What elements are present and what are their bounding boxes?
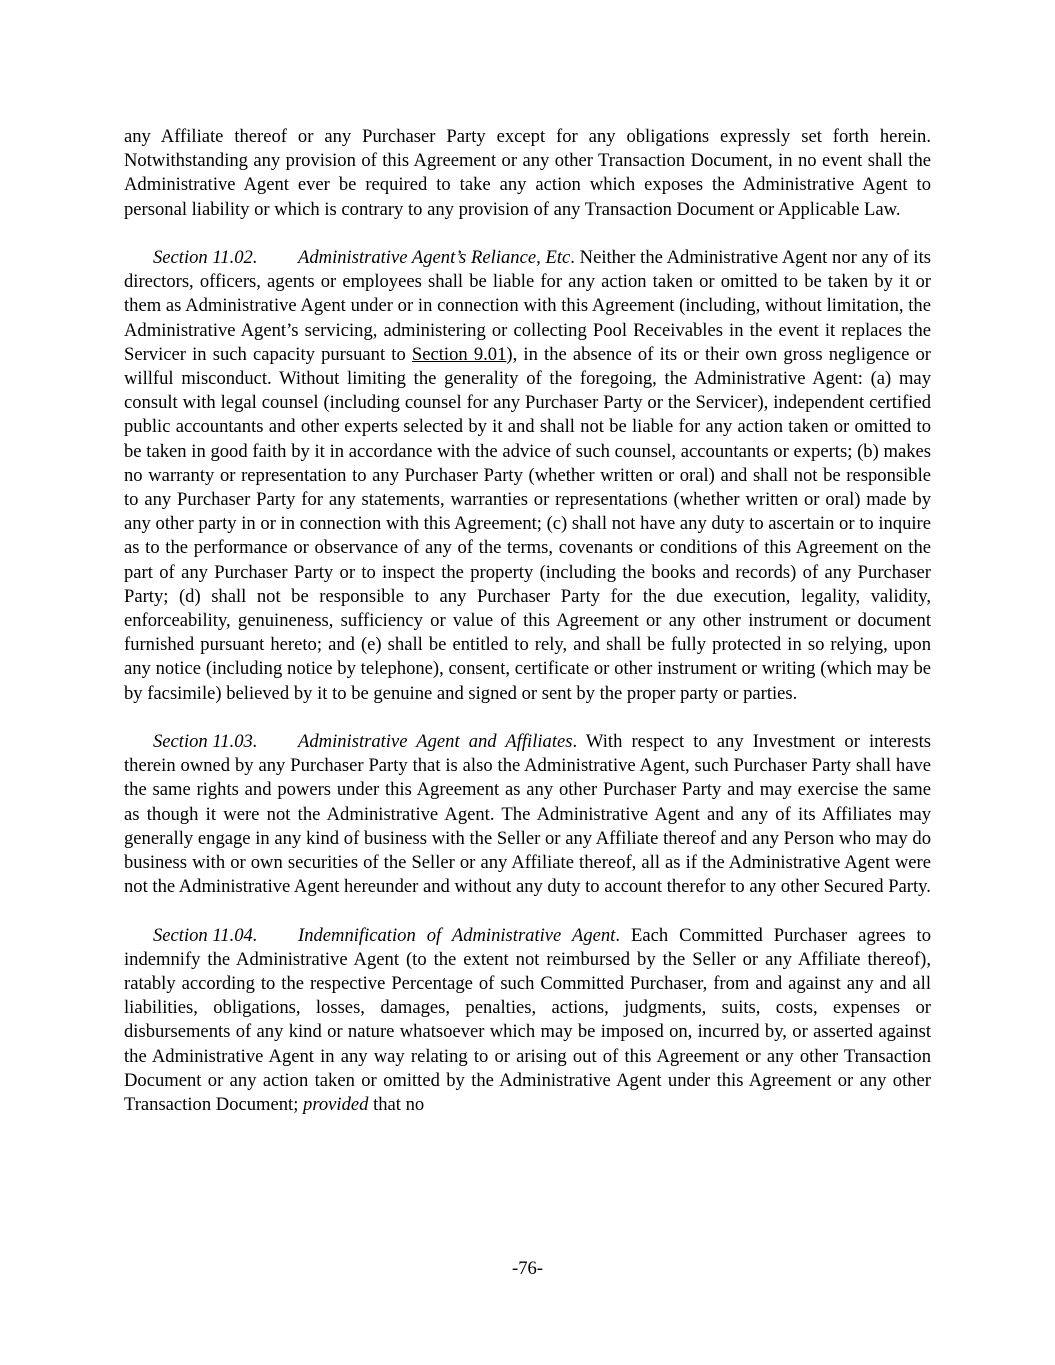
section-title: Indemnification of Administrative Agent [298, 924, 616, 946]
section-11-04 [124, 924, 931, 1118]
continuation-paragraph: any Affiliate thereof or any Purchaser Party except for any obligations expressly set forth herein. Notwithstanding any provision of this Agreement or any other Transaction Document, in no event shall the Administrative Agent ever be required to take any action which exposes the Administrative Agent to personal liability or which is contrary to any provision of any Transaction Document or Applicable Law. [124, 126, 931, 220]
section-body-tail: that no [368, 1094, 425, 1116]
section-number: Section 11.04. [153, 924, 258, 946]
section-title: Administrative Agent’s Reliance, Etc [298, 247, 571, 268]
section-title: Administrative Agent and Affiliates [298, 731, 573, 753]
section-number: Section 11.02. [153, 247, 258, 268]
section-body: . Neither the Administrative Agent nor any of its directors, officers, agents or employees shall be liable for any action taken or omitted to be taken by it or them as Administrative Agent under or in connection with this Agreement (including, without limitation, the Administrative Agent’s servicing, administering or collecting Pool Receivables in the event it replaces the Servicer in such capacity pursuant to [124, 247, 931, 365]
section-body: . With respect to any Investment or interests therein owned by any Purchaser Party that is also the Administrative Agent, such Purchaser Party shall have the same rights and powers under this Agreement as any other Purchaser Party and may exercise the same as though it were not the Administrative Agent. The Administrative Agent and any of its Affiliates may generally engage in any kind of business with the Seller or any Affiliate thereof and any Person who may do business with or own securities of the Seller or any Affiliate thereof, all as if the Administrative Agent were not the Administrative Agent hereunder and without any duty to account therefor to any other Secured Party. [124, 731, 931, 898]
cross-reference-link[interactable]: Section 9.01 [411, 343, 507, 365]
section-body: . Each Committed Purchaser agrees to indemnify the Administrative Agent (to the extent not reimbursed by the Seller or any Affiliate thereof), ratably according to the respective Percentage of such Committed Purchaser, from and against any and all liabilities, obligations, losses, damages, penalties, actions, judgments, suits, costs, expenses or disbursements of any kind or nature whatsoever which may be imposed on, incurred by, or asserted against the Administrative Agent in any way relating to or arising out of this Agreement or any other Transaction Document or any action taken or omitted by the Administrative Agent under this Agreement or any other Transaction Document; [124, 924, 932, 1116]
section-11-03 [124, 730, 931, 899]
emphasis-provided: provided [303, 1094, 369, 1116]
section-body-continued: ), in the absence of its or their own gross negligence or willful misconduct. Without limiting the generality of the foregoing, the Administrative Agent: (a) may consult with legal counsel (including counsel for any Purchaser Party or the Servicer), independent certified public accountants and other experts selected by it and shall not be liable for any action taken or omitted to be taken in good faith by it in accordance with the advice of such counsel, accountants or experts; (b) makes no warranty or representation to any Purchaser Party (whether written or oral) and shall not be responsible to any Purchaser Party for any statements, warranties or representations (whether written or oral) made by any other party in or in connection with this Agreement; (c) shall not have any duty to ascertain or to inquire as to the performance or observance of any of the terms, covenants or conditions of this Agreement on the part of any Purchaser Party or to inspect the property (including the books and records) of any Purchaser Party; (d) shall not be responsible to any Purchaser Party for the due execution, legality, validity, enforceability, genuineness, sufficiency or value of this Agreement or any other instrument or document furnished pursuant hereto; and (e) shall be entitled to rely, and shall be fully protected in so relying, upon any notice (including notice by telephone), consent, certificate or other instrument or writing (which may be by facsimile) believed by it to be genuine and signed or sent by the proper party or parties. [124, 343, 931, 704]
document-page [124, 125, 931, 1141]
section-number: Section 11.03. [153, 731, 258, 753]
page-number: -76- [512, 1258, 543, 1279]
section-11-02 [124, 246, 931, 706]
